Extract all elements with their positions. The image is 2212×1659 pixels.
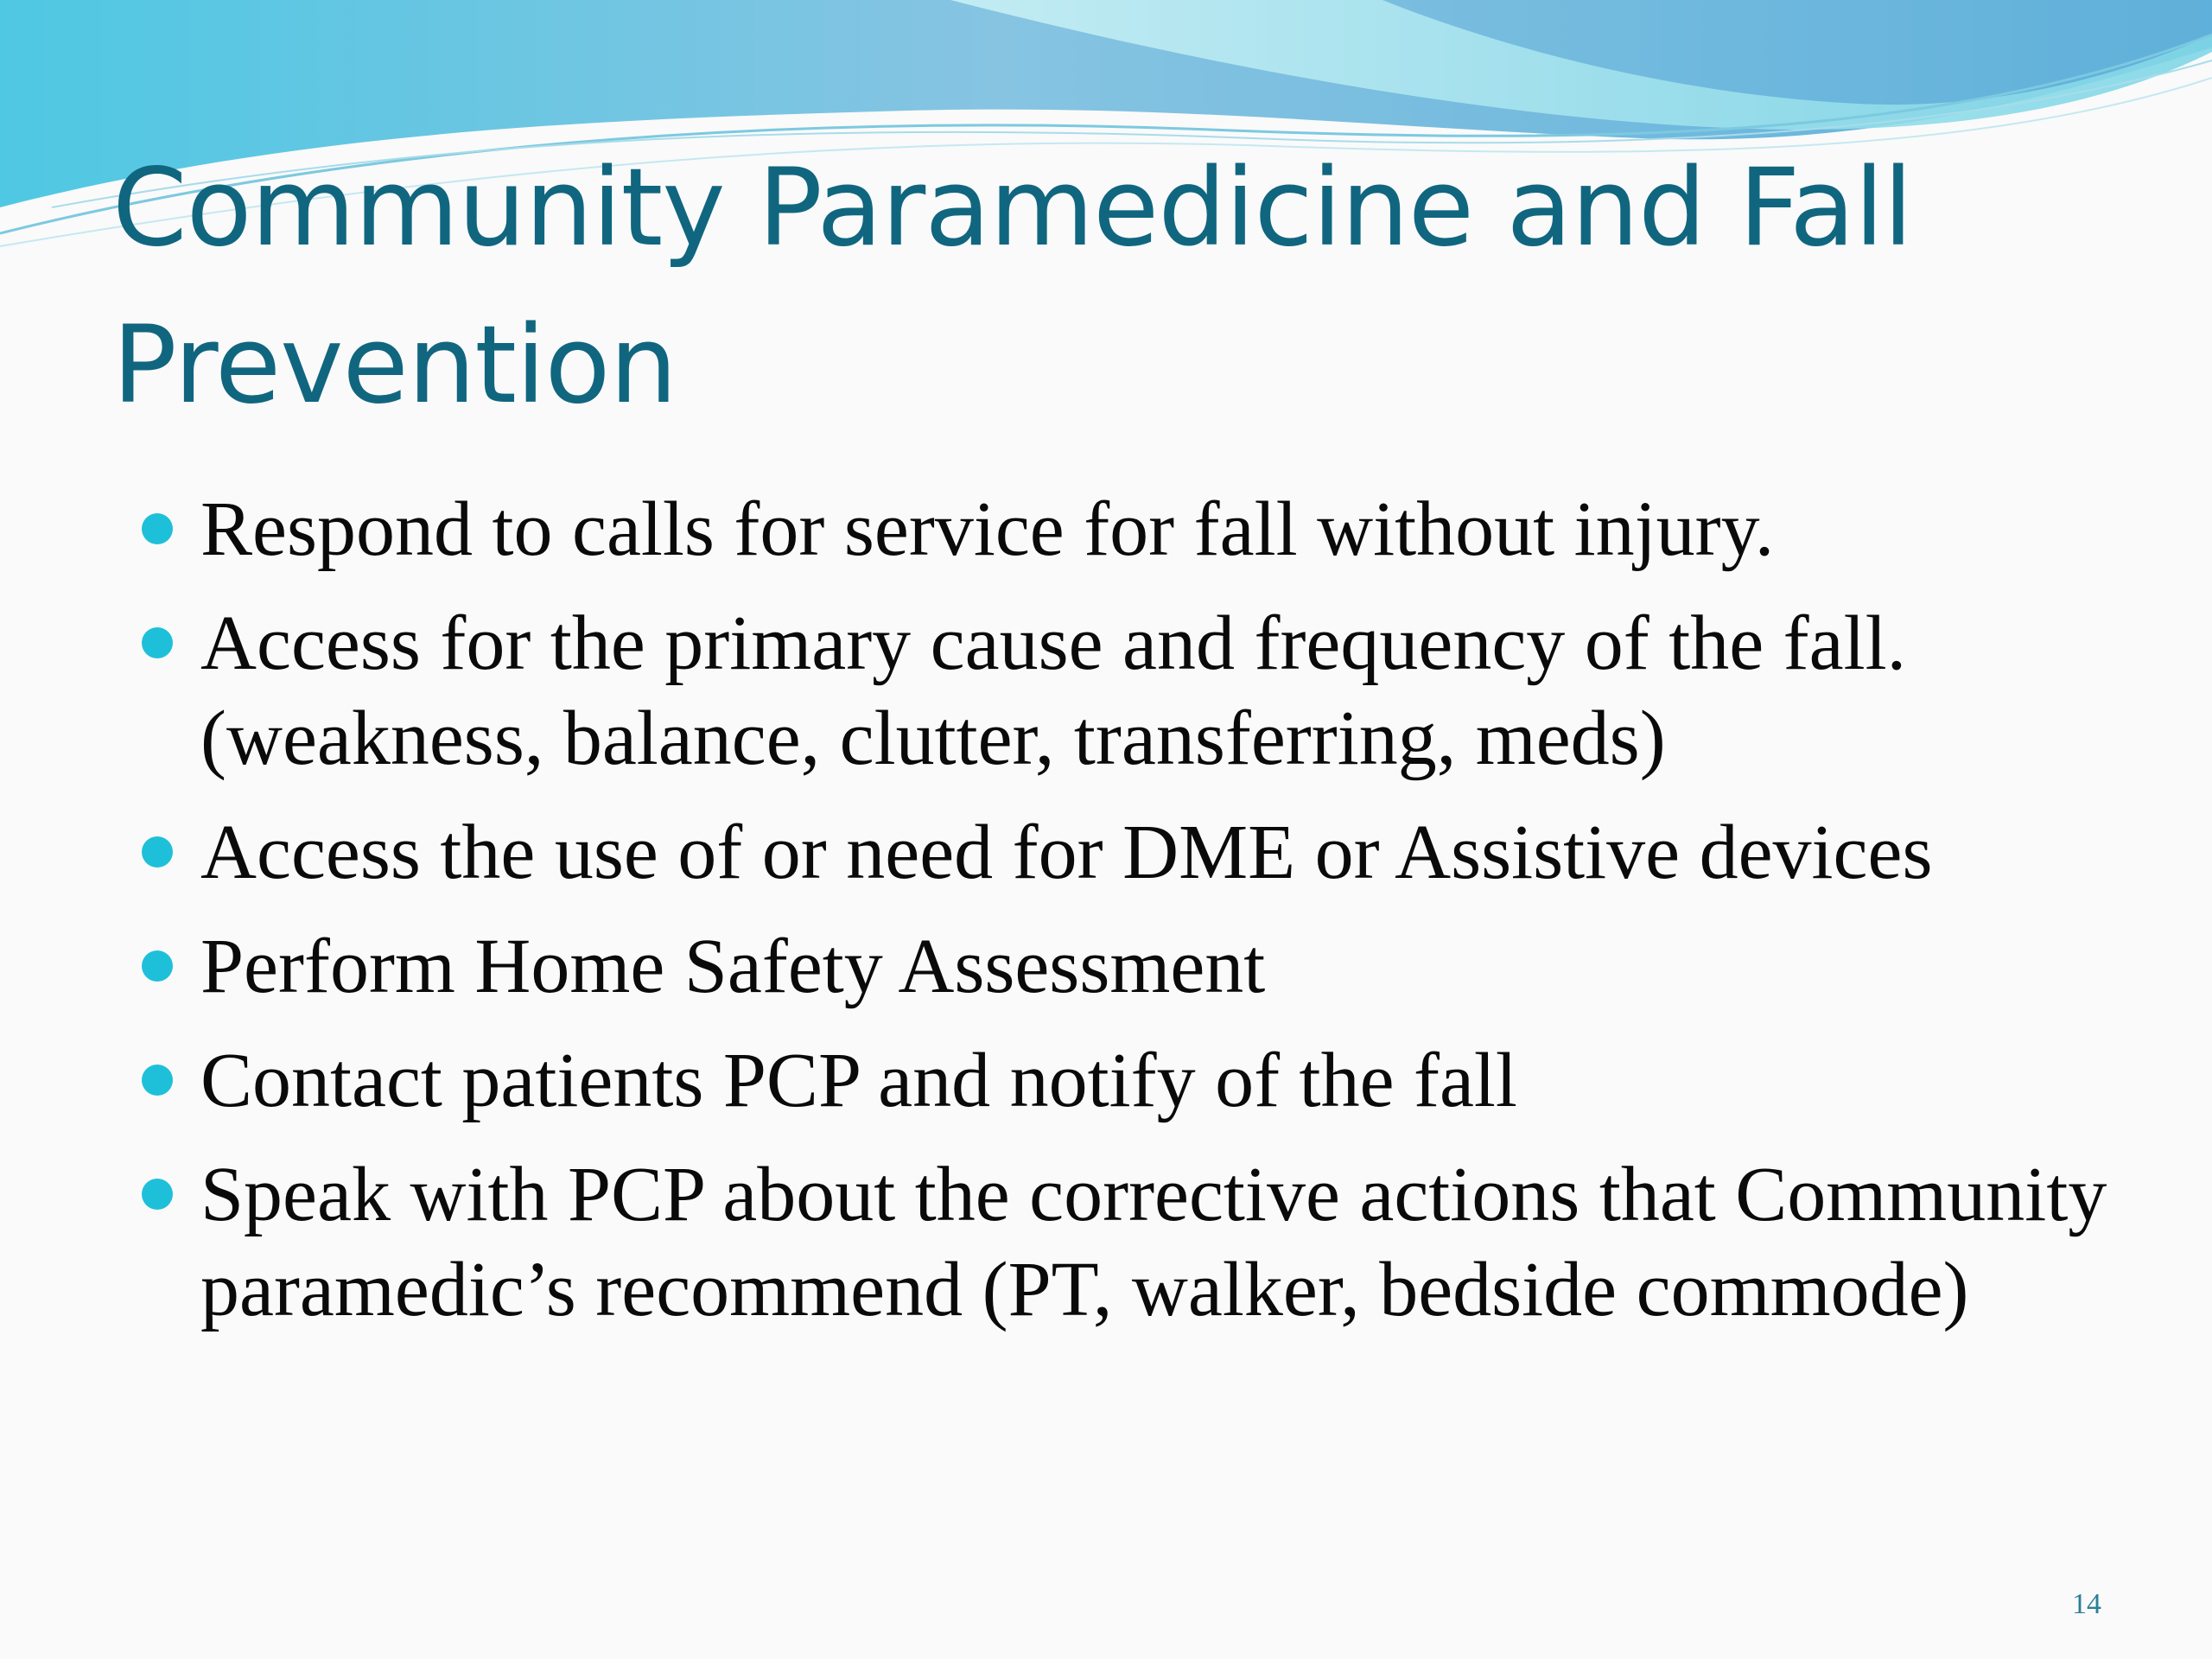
bullet-icon bbox=[142, 1065, 173, 1096]
bullet-text: Access for the primary cause and frequency of the fall. (weakness, balance, clutter, transferring, meds) bbox=[200, 601, 1907, 781]
bullet-item bbox=[138, 596, 2126, 786]
bullet-text: Perform Home Safety Assessment bbox=[200, 924, 1266, 1009]
bullet-icon bbox=[142, 1179, 173, 1210]
bullet-list bbox=[138, 482, 2126, 1357]
slide-title: Community Paramedicine and Fall Prevention bbox=[112, 146, 1912, 428]
bullet-item bbox=[138, 805, 2126, 900]
bullet-icon bbox=[142, 627, 173, 658]
bullet-text: Access the use of or need for DME or Assistive devices bbox=[200, 810, 1933, 895]
bullet-item bbox=[138, 1033, 2126, 1128]
bullet-icon bbox=[142, 950, 173, 982]
bullet-text: Speak with PCP about the corrective actions that Community paramedic’s recommend (PT, walker, bedside commode) bbox=[200, 1152, 2107, 1332]
bullet-item bbox=[138, 919, 2126, 1014]
bullet-text: Respond to calls for service for fall without injury. bbox=[200, 486, 1775, 572]
page-number: 14 bbox=[2072, 1588, 2101, 1620]
bullet-item bbox=[138, 1147, 2126, 1338]
bullet-icon bbox=[142, 836, 173, 868]
bullet-icon bbox=[142, 513, 173, 544]
bullet-text: Contact patients PCP and notify of the fall bbox=[200, 1038, 1517, 1123]
bullet-item bbox=[138, 482, 2126, 577]
